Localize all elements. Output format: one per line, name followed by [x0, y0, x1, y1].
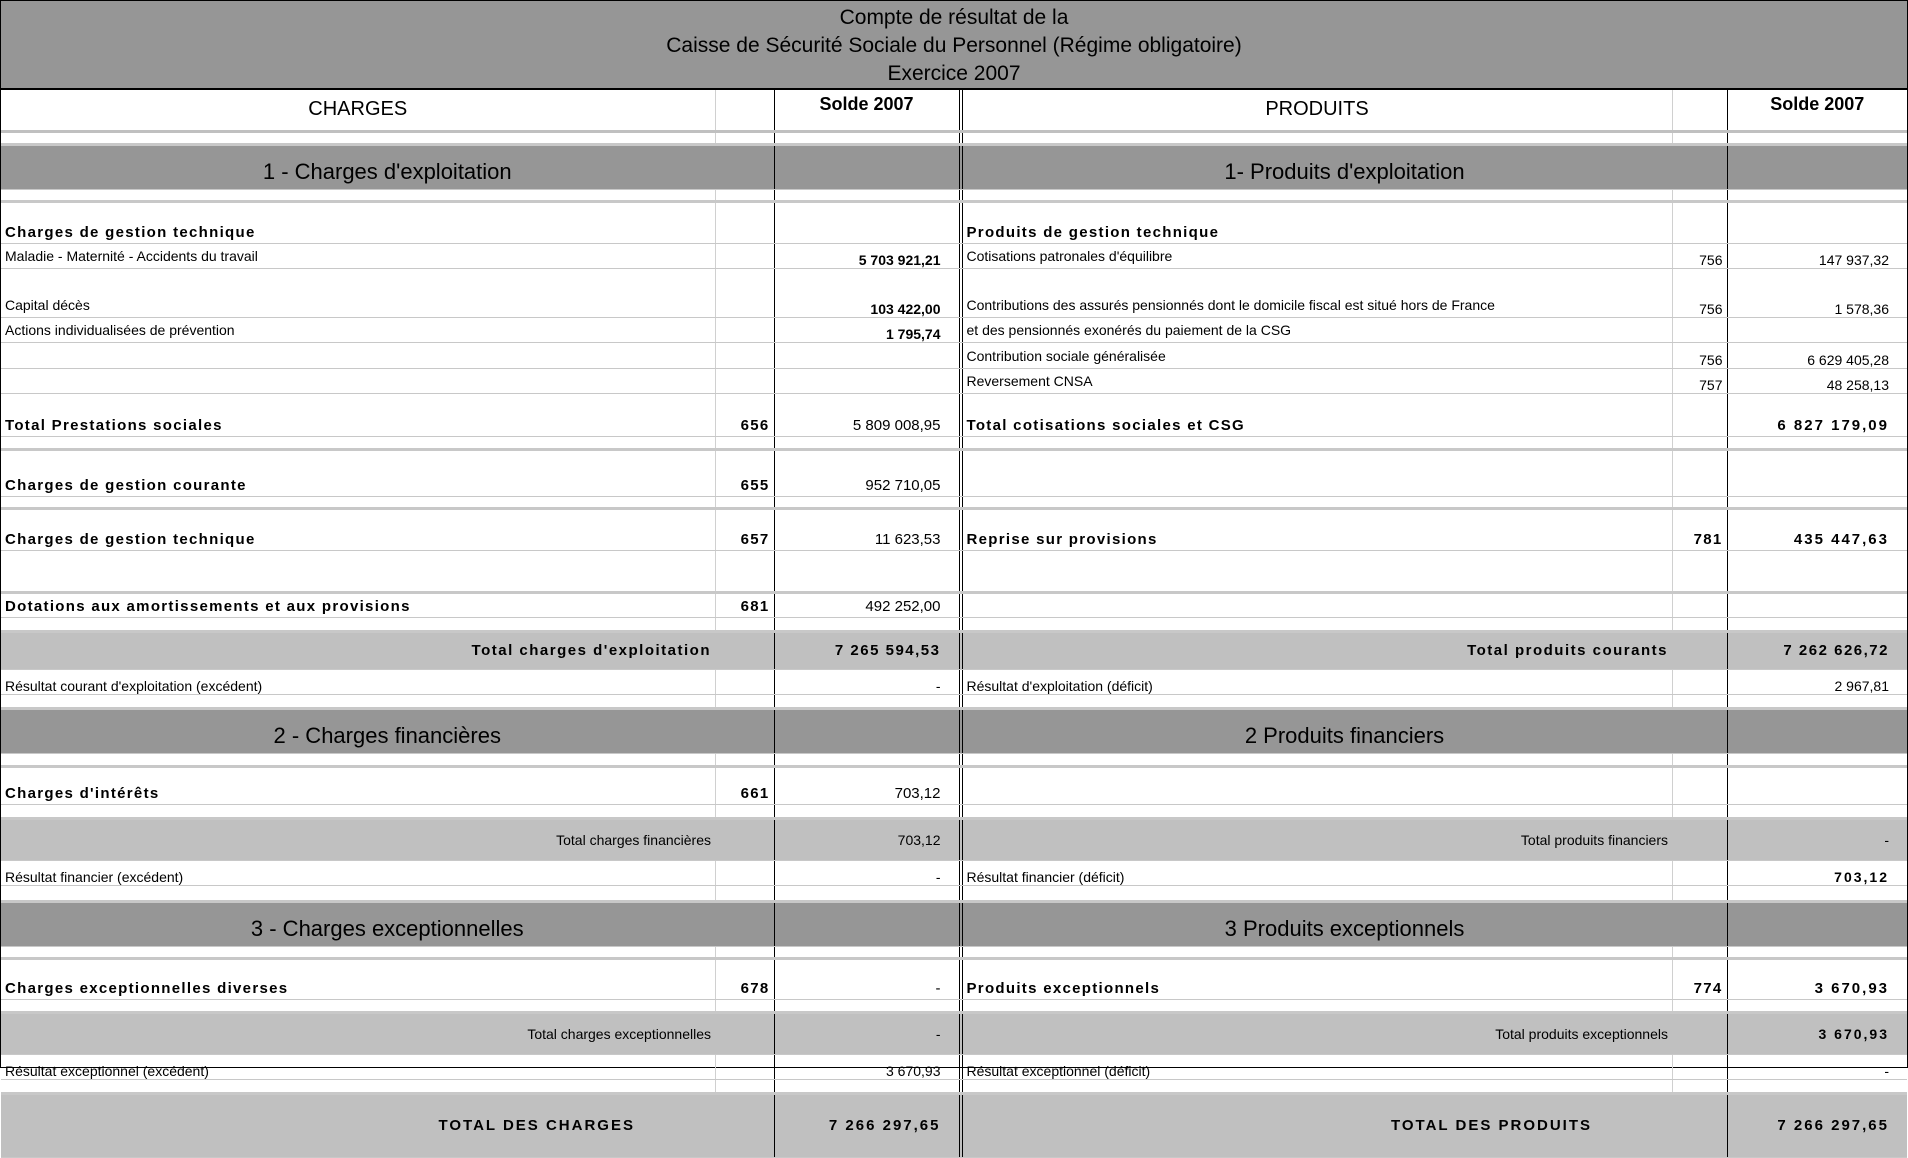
- spacer-row: [1, 946, 1907, 958]
- empty-cell: [1727, 694, 1907, 708]
- produits-label: Reversement CNSA: [962, 368, 1672, 393]
- produits-account-code: 774: [1672, 958, 1727, 999]
- charges-label: CHARGES: [1, 90, 715, 131]
- charges-label: [1, 368, 715, 393]
- produits-label: Total cotisations sociales et CSG: [962, 393, 1672, 436]
- table-row: [1, 631, 1907, 669]
- table-row: [1, 708, 1907, 753]
- empty-cell: [1, 946, 715, 958]
- empty-cell: [774, 131, 959, 144]
- charges-account-code: [715, 90, 774, 131]
- empty-cell: [774, 694, 959, 708]
- charges-account-code: [715, 268, 774, 317]
- table-row: [1, 958, 1907, 999]
- charges-account-code: [715, 243, 774, 268]
- empty-cell: [1, 617, 715, 631]
- table-row: [1, 342, 1907, 368]
- charges-account-code: 661: [715, 766, 774, 804]
- produits-amount: [1727, 317, 1907, 342]
- spacer-row: [1, 550, 1907, 592]
- charges-label: [1, 342, 715, 368]
- empty-cell: [715, 885, 774, 901]
- table-row: [1, 592, 1907, 617]
- spacer-row: [1, 131, 1907, 144]
- empty-cell: [1672, 946, 1727, 958]
- title-line-1: Compte de résultat de la: [839, 6, 1069, 29]
- empty-cell: [1, 999, 715, 1012]
- produits-label: et des pensionnés exonérés du paiement de la CSG: [962, 317, 1672, 342]
- empty-cell: [1727, 1079, 1907, 1093]
- produits-account-code: [1672, 1054, 1727, 1079]
- produits-amount: 6 827 179,09: [1727, 393, 1907, 436]
- empty-cell: [1672, 1093, 1727, 1157]
- table-row: [1, 268, 1907, 317]
- empty-cell: [1, 496, 715, 508]
- section-heading-produits: 1- Produits d'exploitation: [962, 144, 1727, 189]
- table-row: [1, 144, 1907, 189]
- empty-cell: [1672, 496, 1727, 508]
- produits-amount: [1727, 592, 1907, 617]
- charges-account-code: [715, 368, 774, 393]
- charges-amount: [774, 201, 959, 243]
- empty-cell: [774, 946, 959, 958]
- empty-cell: [1, 753, 715, 766]
- report-title: [1, 1, 1907, 90]
- empty-cell: [1, 1079, 715, 1093]
- spacer-row: [1, 804, 1907, 818]
- empty-cell: [774, 885, 959, 901]
- statement-table: [1, 90, 1907, 1158]
- charges-account-code: [715, 342, 774, 368]
- produits-account-code: 756: [1672, 342, 1727, 368]
- charges-amount: [774, 342, 959, 368]
- empty-cell: [774, 753, 959, 766]
- empty-cell: [1727, 753, 1907, 766]
- empty-cell: [774, 144, 959, 189]
- charges-account-code: 681: [715, 592, 774, 617]
- produits-label: [962, 592, 1672, 617]
- charges-amount: 11 623,53: [774, 508, 959, 550]
- empty-cell: [1727, 804, 1907, 818]
- empty-cell: [962, 550, 1672, 592]
- charges-amount: 3 670,93: [774, 1054, 959, 1079]
- charges-account-code: [715, 1054, 774, 1079]
- empty-cell: [1672, 753, 1727, 766]
- empty-cell: [1727, 617, 1907, 631]
- table-row: [1, 669, 1907, 694]
- produits-label: Contribution sociale généralisée: [962, 342, 1672, 368]
- charges-amount: -: [774, 860, 959, 885]
- produits-account-code: 756: [1672, 243, 1727, 268]
- table-row: [1, 901, 1907, 946]
- charges-amount: Solde 2007: [774, 90, 959, 131]
- produits-amount: 1 578,36: [1727, 268, 1907, 317]
- empty-cell: [1, 804, 715, 818]
- empty-cell: [715, 617, 774, 631]
- empty-cell: [774, 901, 959, 946]
- produits-amount: 2 967,81: [1727, 669, 1907, 694]
- spacer-row: [1, 496, 1907, 508]
- empty-cell: [1, 550, 715, 592]
- spacer-row: [1, 617, 1907, 631]
- total-label-charges: TOTAL DES CHARGES: [1, 1093, 715, 1157]
- produits-account-code: [1672, 317, 1727, 342]
- empty-cell: [1672, 885, 1727, 901]
- charges-account-code: 656: [715, 393, 774, 436]
- empty-cell: [715, 436, 774, 449]
- empty-cell: [1727, 496, 1907, 508]
- total-label-charges: Total charges financières: [1, 818, 715, 860]
- produits-account-code: [1672, 669, 1727, 694]
- charges-amount: [774, 368, 959, 393]
- produits-label: Résultat financier (déficit): [962, 860, 1672, 885]
- produits-label: Produits exceptionnels: [962, 958, 1672, 999]
- produits-label: Contributions des assurés pensionnés dont le domicile fiscal est situé hors de France: [962, 268, 1672, 317]
- empty-cell: [962, 1079, 1672, 1093]
- empty-cell: [1, 436, 715, 449]
- charges-amount: 103 422,00: [774, 268, 959, 317]
- empty-cell: [962, 999, 1672, 1012]
- charges-label: Total Prestations sociales: [1, 393, 715, 436]
- empty-cell: [1672, 999, 1727, 1012]
- empty-cell: [1, 885, 715, 901]
- section-heading-charges: 1 - Charges d'exploitation: [1, 144, 774, 189]
- charges-label: Maladie - Maternité - Accidents du travail: [1, 243, 715, 268]
- empty-cell: [1, 189, 715, 201]
- empty-cell: [1672, 818, 1727, 860]
- table-row: [1, 818, 1907, 860]
- table-row: [1, 393, 1907, 436]
- empty-cell: [962, 946, 1672, 958]
- total-value-charges: 7 265 594,53: [774, 631, 959, 669]
- produits-account-code: 781: [1672, 508, 1727, 550]
- empty-cell: [715, 804, 774, 818]
- empty-cell: [1727, 901, 1907, 946]
- empty-cell: [1727, 550, 1907, 592]
- total-value-produits: -: [1727, 818, 1907, 860]
- empty-cell: [1672, 631, 1727, 669]
- empty-cell: [774, 999, 959, 1012]
- empty-cell: [1672, 694, 1727, 708]
- produits-label: Cotisations patronales d'équilibre: [962, 243, 1672, 268]
- produits-label: Produits de gestion technique: [962, 201, 1672, 243]
- total-label-produits: Total produits financiers: [962, 818, 1672, 860]
- charges-label: Capital décès: [1, 268, 715, 317]
- spacer-row: [1, 694, 1907, 708]
- charges-label: Charges de gestion courante: [1, 449, 715, 496]
- empty-cell: [1672, 1012, 1727, 1054]
- title-line-2: Caisse de Sécurité Sociale du Personnel (Régime obligatoire): [666, 34, 1242, 57]
- empty-cell: [715, 1079, 774, 1093]
- empty-cell: [1672, 131, 1727, 144]
- produits-account-code: [1672, 592, 1727, 617]
- charges-label: Dotations aux amortissements et aux provisions: [1, 592, 715, 617]
- total-value-produits: 7 266 297,65: [1727, 1093, 1907, 1157]
- total-label-charges: Total charges exceptionnelles: [1, 1012, 715, 1054]
- empty-cell: [715, 631, 774, 669]
- produits-account-code: [1672, 201, 1727, 243]
- produits-label: Reprise sur provisions: [962, 508, 1672, 550]
- charges-amount: -: [774, 958, 959, 999]
- empty-cell: [774, 496, 959, 508]
- section-heading-charges: 2 - Charges financières: [1, 708, 774, 753]
- charges-amount: 952 710,05: [774, 449, 959, 496]
- total-label-produits: TOTAL DES PRODUITS: [962, 1093, 1672, 1157]
- produits-label: [962, 766, 1672, 804]
- empty-cell: [1727, 144, 1907, 189]
- produits-amount: 3 670,93: [1727, 958, 1907, 999]
- produits-amount: [1727, 201, 1907, 243]
- empty-cell: [962, 496, 1672, 508]
- total-value-charges: 703,12: [774, 818, 959, 860]
- total-value-charges: 7 266 297,65: [774, 1093, 959, 1157]
- charges-account-code: [715, 860, 774, 885]
- produits-label: Résultat d'exploitation (déficit): [962, 669, 1672, 694]
- empty-cell: [715, 999, 774, 1012]
- empty-cell: [715, 131, 774, 144]
- empty-cell: [1672, 550, 1727, 592]
- empty-cell: [962, 885, 1672, 901]
- empty-cell: [774, 550, 959, 592]
- spacer-row: [1, 436, 1907, 449]
- empty-cell: [715, 818, 774, 860]
- produits-amount: 435 447,63: [1727, 508, 1907, 550]
- empty-cell: [962, 436, 1672, 449]
- section-heading-charges: 3 - Charges exceptionnelles: [1, 901, 774, 946]
- charges-account-code: [715, 317, 774, 342]
- total-label-charges: Total charges d'exploitation: [1, 631, 715, 669]
- table-row: [1, 1012, 1907, 1054]
- spacer-row: [1, 999, 1907, 1012]
- empty-cell: [1727, 436, 1907, 449]
- table-row: [1, 317, 1907, 342]
- charges-amount: -: [774, 669, 959, 694]
- table-row: [1, 368, 1907, 393]
- empty-cell: [715, 946, 774, 958]
- empty-cell: [1672, 189, 1727, 201]
- empty-cell: [715, 189, 774, 201]
- charges-label: Charges exceptionnelles diverses: [1, 958, 715, 999]
- charges-amount: 1 795,74: [774, 317, 959, 342]
- charges-account-code: [715, 669, 774, 694]
- charges-label: Résultat courant d'exploitation (excédent): [1, 669, 715, 694]
- title-line-3: Exercice 2007: [887, 62, 1021, 85]
- total-value-charges: -: [774, 1012, 959, 1054]
- empty-cell: [1672, 1079, 1727, 1093]
- produits-account-code: 757: [1672, 368, 1727, 393]
- empty-cell: [1, 694, 715, 708]
- produits-amount: 147 937,32: [1727, 243, 1907, 268]
- charges-amount: 492 252,00: [774, 592, 959, 617]
- spacer-row: [1, 753, 1907, 766]
- charges-label: Actions individualisées de prévention: [1, 317, 715, 342]
- empty-cell: [715, 550, 774, 592]
- charges-label: Charges de gestion technique: [1, 508, 715, 550]
- empty-cell: [962, 131, 1672, 144]
- produits-amount: 48 258,13: [1727, 368, 1907, 393]
- empty-cell: [774, 1079, 959, 1093]
- empty-cell: [774, 804, 959, 818]
- table-row: [1, 860, 1907, 885]
- empty-cell: [1672, 804, 1727, 818]
- empty-cell: [715, 753, 774, 766]
- empty-cell: [962, 617, 1672, 631]
- produits-amount: [1727, 449, 1907, 496]
- produits-amount: Solde 2007: [1727, 90, 1907, 131]
- charges-amount: 703,12: [774, 766, 959, 804]
- charges-account-code: 655: [715, 449, 774, 496]
- charges-amount: 5 703 921,21: [774, 243, 959, 268]
- charges-account-code: [715, 201, 774, 243]
- empty-cell: [1672, 617, 1727, 631]
- empty-cell: [1672, 436, 1727, 449]
- produits-account-code: [1672, 90, 1727, 131]
- total-value-produits: 3 670,93: [1727, 1012, 1907, 1054]
- produits-account-code: [1672, 449, 1727, 496]
- empty-cell: [1727, 189, 1907, 201]
- table-row: [1, 243, 1907, 268]
- total-value-produits: 7 262 626,72: [1727, 631, 1907, 669]
- empty-cell: [962, 753, 1672, 766]
- section-heading-produits: 3 Produits exceptionnels: [962, 901, 1727, 946]
- produits-amount: [1727, 766, 1907, 804]
- empty-cell: [715, 1093, 774, 1157]
- charges-label: Résultat financier (excédent): [1, 860, 715, 885]
- table-row: [1, 1054, 1907, 1079]
- total-label-produits: Total produits exceptionnels: [962, 1012, 1672, 1054]
- empty-cell: [1727, 131, 1907, 144]
- table-row: [1, 508, 1907, 550]
- table-row: [1, 90, 1907, 131]
- empty-cell: [1727, 946, 1907, 958]
- empty-cell: [715, 694, 774, 708]
- spacer-row: [1, 885, 1907, 901]
- produits-account-code: [1672, 393, 1727, 436]
- empty-cell: [715, 1012, 774, 1054]
- empty-cell: [962, 804, 1672, 818]
- table-row: [1, 1093, 1907, 1157]
- produits-amount: 6 629 405,28: [1727, 342, 1907, 368]
- produits-label: [962, 449, 1672, 496]
- produits-amount: 703,12: [1727, 860, 1907, 885]
- empty-cell: [962, 694, 1672, 708]
- empty-cell: [1, 131, 715, 144]
- charges-label: Charges de gestion technique: [1, 201, 715, 243]
- table-row: [1, 449, 1907, 496]
- total-label-produits: Total produits courants: [962, 631, 1672, 669]
- produits-label: PRODUITS: [962, 90, 1672, 131]
- charges-label: Charges d'intérêts: [1, 766, 715, 804]
- charges-account-code: 678: [715, 958, 774, 999]
- table-row: [1, 766, 1907, 804]
- spacer-row: [1, 189, 1907, 201]
- empty-cell: [774, 708, 959, 753]
- table-row: [1, 201, 1907, 243]
- produits-account-code: [1672, 860, 1727, 885]
- charges-account-code: 657: [715, 508, 774, 550]
- produits-amount: -: [1727, 1054, 1907, 1079]
- spacer-row: [1, 1079, 1907, 1093]
- empty-cell: [774, 189, 959, 201]
- section-heading-produits: 2 Produits financiers: [962, 708, 1727, 753]
- empty-cell: [1727, 708, 1907, 753]
- produits-account-code: 756: [1672, 268, 1727, 317]
- charges-label: Résultat exceptionnel (excédent): [1, 1054, 715, 1079]
- empty-cell: [962, 189, 1672, 201]
- charges-amount: 5 809 008,95: [774, 393, 959, 436]
- empty-cell: [1727, 999, 1907, 1012]
- empty-cell: [774, 617, 959, 631]
- empty-cell: [774, 436, 959, 449]
- produits-account-code: [1672, 766, 1727, 804]
- empty-cell: [715, 496, 774, 508]
- produits-label: Résultat exceptionnel (déficit): [962, 1054, 1672, 1079]
- empty-cell: [1727, 885, 1907, 901]
